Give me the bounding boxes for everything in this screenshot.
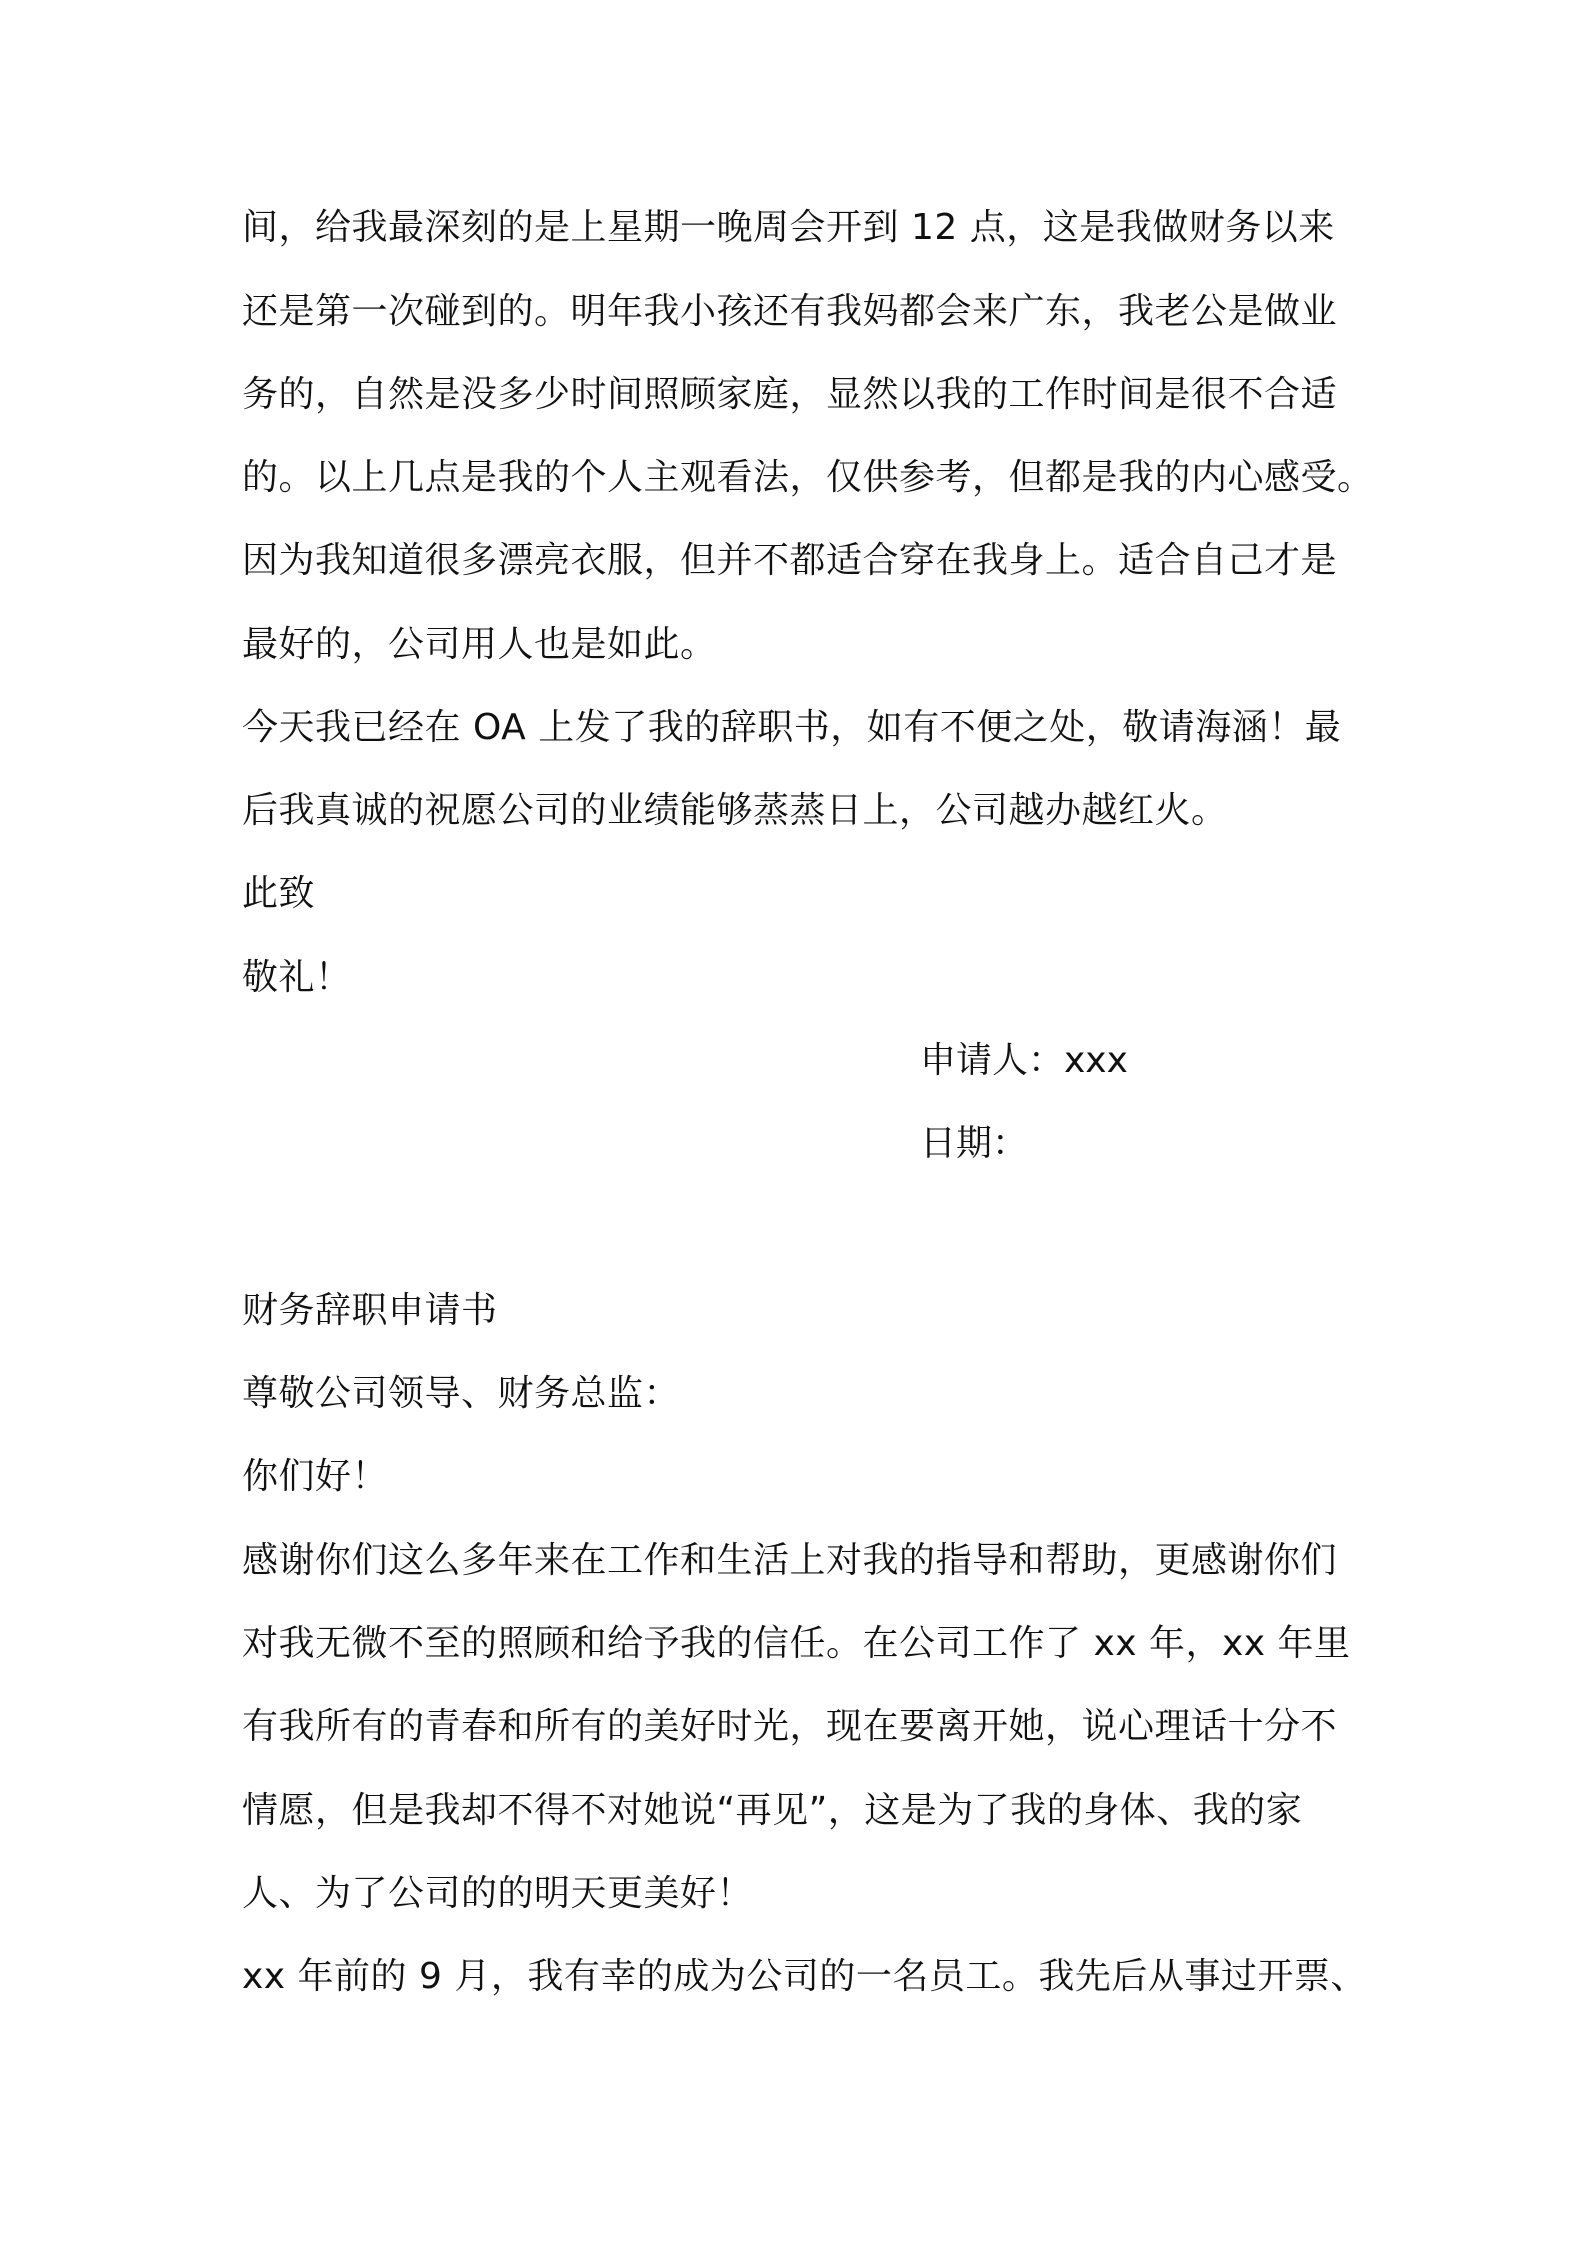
letter2-line-4: 情愿，但是我却不得不对她说“再见”，这是为了我的身体、我的家 xyxy=(242,1790,1303,1831)
letter1-line-4: 的。以上几点是我的个人主观看法，仅供参考，但都是我的内心感受。 xyxy=(242,457,1374,498)
letter2-line-5: 人、为了公司的的明天更美好！ xyxy=(242,1873,754,1914)
letter2-line-1: 感谢你们这么多年来在工作和生活上对我的指导和帮助，更感谢你们 xyxy=(242,1540,1338,1581)
letter1-line-7: 今天我已经在 OA 上发了我的辞职书，如有不便之处，敬请海涵！最 xyxy=(242,707,1342,748)
signature-date: 日期： xyxy=(920,1123,1029,1164)
letter2-line-6: xx 年前的 9 月，我有幸的成为公司的一名员工。我先后从事过开票、 xyxy=(242,1956,1367,1997)
letter2-salutation: 尊敬公司领导、财务总监： xyxy=(242,1373,681,1414)
closing-regards: 此致 xyxy=(242,873,316,914)
letter1-line-8: 后我真诚的祝愿公司的业绩能够蒸蒸日上，公司越办越红火。 xyxy=(242,790,1228,831)
letter1-line-3: 务的，自然是没多少时间照顾家庭，显然以我的工作时间是很不合适 xyxy=(242,374,1338,415)
letter1-line-6: 最好的，公司用人也是如此。 xyxy=(242,624,717,665)
letter1-line-2: 还是第一次碰到的。明年我小孩还有我妈都会来广东，我老公是做业 xyxy=(242,291,1338,332)
letter2-title: 财务辞职申请书 xyxy=(242,1290,498,1331)
applicant-signature: 申请人：xxx xyxy=(920,1040,1128,1081)
letter1-line-5: 因为我知道很多漂亮衣服，但并不都适合穿在我身上。适合自己才是 xyxy=(242,540,1338,581)
closing-salute: 敬礼！ xyxy=(242,957,352,998)
letter2-line-3: 有我所有的青春和所有的美好时光，现在要离开她，说心理话十分不 xyxy=(242,1706,1338,1747)
letter2-greeting: 你们好！ xyxy=(242,1456,389,1497)
letter2-line-2: 对我无微不至的照顾和给予我的信任。在公司工作了 xx 年，xx 年里 xyxy=(242,1623,1351,1664)
letter1-line-1: 间，给我最深刻的是上星期一晚周会开到 12 点，这是我做财务以来 xyxy=(242,207,1335,248)
